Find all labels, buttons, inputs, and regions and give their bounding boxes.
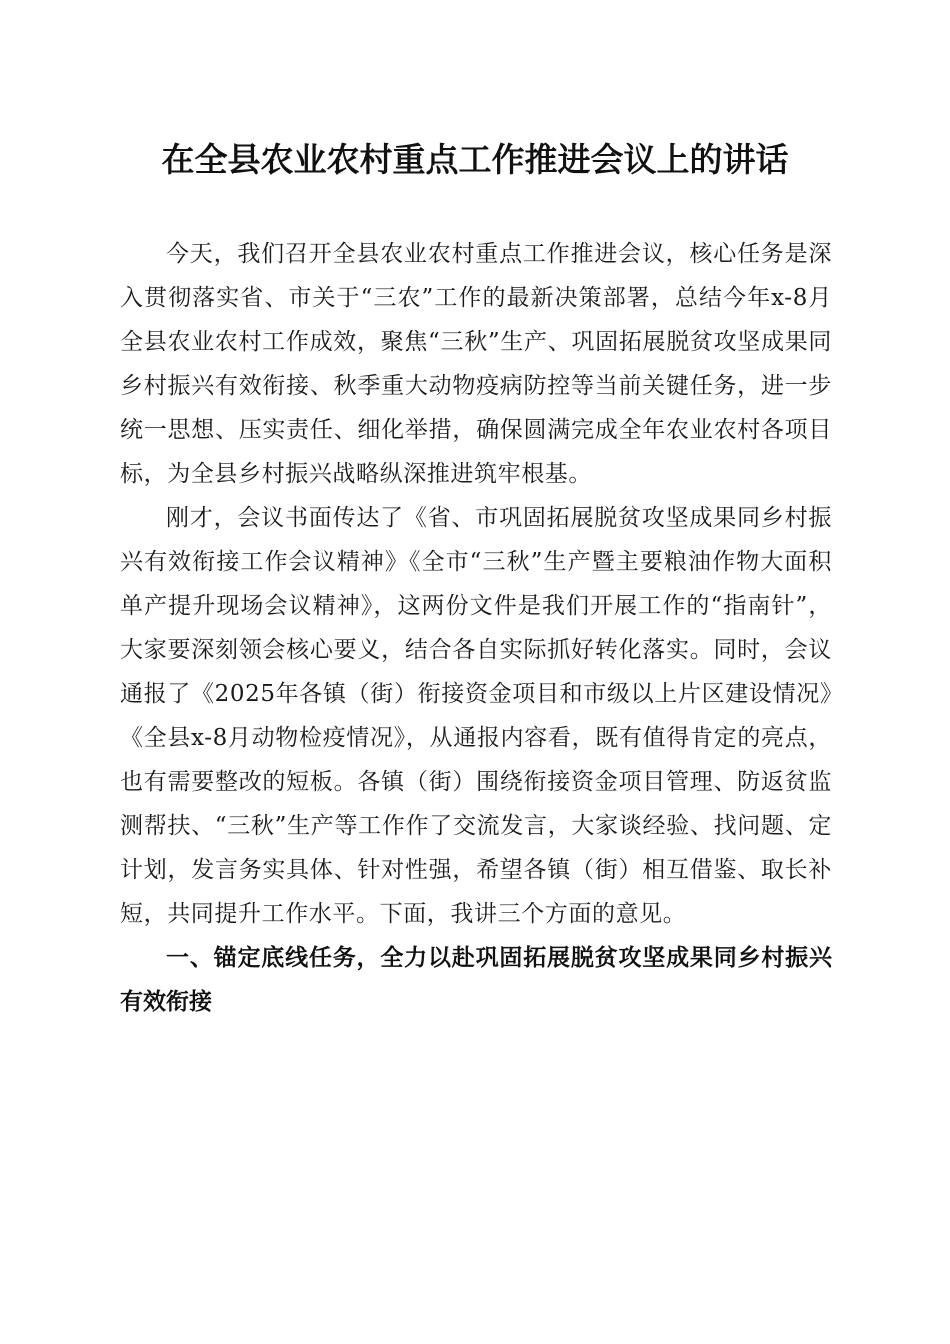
- document-body: [120, 232, 832, 1024]
- meeting-summary-paragraph: 刚才，会议书面传达了《省、市巩固拓展脱贫攻坚成果同乡村振兴有效衔接工作会议精神》《全市“三秋”生产暨主要粮油作物大面积单产提升现场会议精神》，这两份文件是我们开展工作的“指南针”，大家要深刻领会核心要义，结合各自实际抓好转化落实。同时，会议通报了《2025年各镇（街）衔接资金项目和市级以上片区建设情况》《全县x-8月动物检疫情况》，从通报内容看，既有值得肯定的亮点，也有需要整改的短板。各镇（街）围绕衔接资金项目管理、防返贫监测帮扶、“三秋”生产等工作作了交流发言，大家谈经验、找问题、定计划，发言务实具体、针对性强，希望各镇（街）相互借鉴、取长补短，共同提升工作水平。下面，我讲三个方面的意见。: [120, 505, 832, 927]
- section-heading-1: 一、锚定底线任务，全力以赴巩固拓展脱贫攻坚成果同乡村振兴有效衔接: [120, 945, 832, 1015]
- opening-paragraph: 今天，我们召开全县农业农村重点工作推进会议，核心任务是深入贯彻落实省、市关于“三农”工作的最新决策部署，总结今年x-8月全县农业农村工作成效，聚焦“三秋”生产、巩固拓展脱贫攻坚成果同乡村振兴有效衔接、秋季重大动物疫病防控等当前关键任务，进一步统一思想、压实责任、细化举措，确保圆满完成全年农业农村各项目标，为全县乡村振兴战略纵深推进筑牢根基。: [120, 241, 832, 487]
- document-title: 在全县农业农村重点工作推进会议上的讲话: [161, 140, 789, 179]
